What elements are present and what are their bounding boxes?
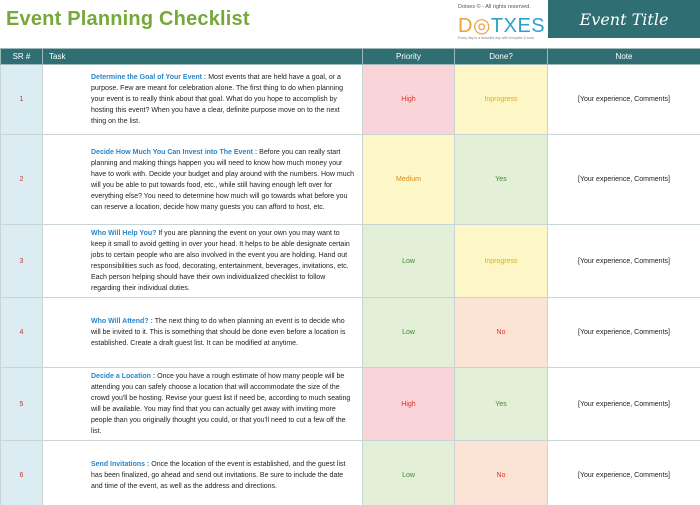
- task-cell[interactable]: [43, 225, 363, 298]
- task-cell[interactable]: [43, 368, 363, 441]
- task-cell[interactable]: [43, 298, 363, 368]
- priority-cell[interactable]: Medium: [363, 135, 455, 225]
- task-heading: Send Invitations :: [91, 461, 150, 468]
- priority-cell[interactable]: Low: [363, 298, 455, 368]
- done-cell[interactable]: Inprogress: [455, 225, 548, 298]
- done-cell[interactable]: Inprogress: [455, 65, 548, 135]
- task-body: If you are planning the event on your own you may want to keep it small to avoid getting in over your head. It helps to be able designate certain jobs to certain people who are also involved in the event you are holding. Hand out responsibilities such as food, decorating, entertainment, beverages, invitations, etc. Each person helping should have their own individualized checklist to follow regarding their individual duties.: [91, 230, 350, 292]
- table-row: [1, 298, 700, 368]
- task-heading: Who Will Help You?: [91, 230, 157, 237]
- task-heading: Determine the Goal of Your Event :: [91, 74, 207, 81]
- brand-tagline: Every day is a beautiful day with template & tools: [458, 36, 535, 40]
- sr-cell: 6: [1, 441, 43, 505]
- sr-cell: 4: [1, 298, 43, 368]
- note-cell[interactable]: [Your experience, Comments]: [548, 298, 700, 368]
- sr-cell: 3: [1, 225, 43, 298]
- done-cell[interactable]: No: [455, 441, 548, 505]
- table-row: [1, 225, 700, 298]
- table-header-row: [1, 49, 700, 65]
- column-header-done: Done?: [455, 49, 548, 65]
- priority-cell[interactable]: High: [363, 368, 455, 441]
- page-title: Event Planning Checklist: [6, 8, 250, 30]
- brand-logo: [456, 2, 548, 44]
- task-body: Once the location of the event is established, and the guest list has been finalized, go ahead and send out invitations. Be sure to include the date and time of the event, as well as the address and directions.: [91, 461, 346, 490]
- done-cell[interactable]: Yes: [455, 368, 548, 441]
- column-header-priority: Priority: [363, 49, 455, 65]
- sr-cell: 2: [1, 135, 43, 225]
- task-heading: Decide How Much You Can Invest into The Event :: [91, 148, 258, 156]
- task-body: The next thing to do when planning an event is to decide who will be invited to it. This is something that should be done even before a location is established. Create a draft guest list. It can be modified at anytime.: [91, 318, 346, 347]
- note-cell[interactable]: [Your experience, Comments]: [548, 441, 700, 505]
- note-cell[interactable]: [Your experience, Comments]: [548, 65, 700, 135]
- table-row: [1, 65, 700, 135]
- table-row: [1, 441, 700, 505]
- done-cell[interactable]: No: [455, 298, 548, 368]
- priority-cell[interactable]: High: [363, 65, 455, 135]
- task-cell[interactable]: [43, 441, 363, 505]
- column-header-task: Task: [43, 49, 363, 65]
- note-cell[interactable]: [Your experience, Comments]: [548, 368, 700, 441]
- task-body: Once you have a rough estimate of how many people will be attending you can safely choose a location that will accommodate the size of the crowd you'll be hosting. Revise your guest list if need be, according to much seating will be available. You may find that you can actually get away with inviting more people than you originally thought you could, or that you'll need to cut a few off the list.: [91, 373, 351, 435]
- note-cell[interactable]: [Your experience, Comments]: [548, 135, 700, 225]
- column-header-note: Note: [548, 49, 700, 65]
- event-title[interactable]: Event Title: [548, 0, 700, 38]
- sr-cell: 1: [1, 65, 43, 135]
- task-body: Most events that are held have a goal, or a purpose. Few are meant for celebration alone. The first thing to do when planning your event is to really think about that goal. What do you hope to accomplish by hosting this event? When you have a clear, definite purpose move on to the next thing on the list.: [91, 74, 344, 125]
- column-header-sr: SR #: [1, 49, 43, 65]
- priority-cell[interactable]: Low: [363, 225, 455, 298]
- brand-copyright: Dotxes © - All rights reserved.: [458, 4, 531, 10]
- brand-wordmark: D◎TXES: [458, 15, 546, 37]
- table-row: [1, 135, 700, 225]
- task-heading: Who Will Attend? :: [91, 318, 153, 325]
- task-cell[interactable]: [43, 135, 363, 225]
- note-cell[interactable]: [Your experience, Comments]: [548, 225, 700, 298]
- checklist-table: [0, 48, 700, 505]
- task-body: Before you can really start planning and making things happen you will need to know how much money your have to work with. Decide your budget and play around with the numbers. How much will you be able to put towards food, etc., while still having enough left over for everything else? You need to determine how much will go towards what before you can reserve a location, decide how many guests you can afford to host, etc.: [91, 148, 355, 211]
- task-cell[interactable]: [43, 65, 363, 135]
- priority-cell[interactable]: Low: [363, 441, 455, 505]
- top-bar: [0, 0, 700, 46]
- table-row: [1, 368, 700, 441]
- done-cell[interactable]: Yes: [455, 135, 548, 225]
- task-heading: Decide a Location :: [91, 373, 156, 380]
- sr-cell: 5: [1, 368, 43, 441]
